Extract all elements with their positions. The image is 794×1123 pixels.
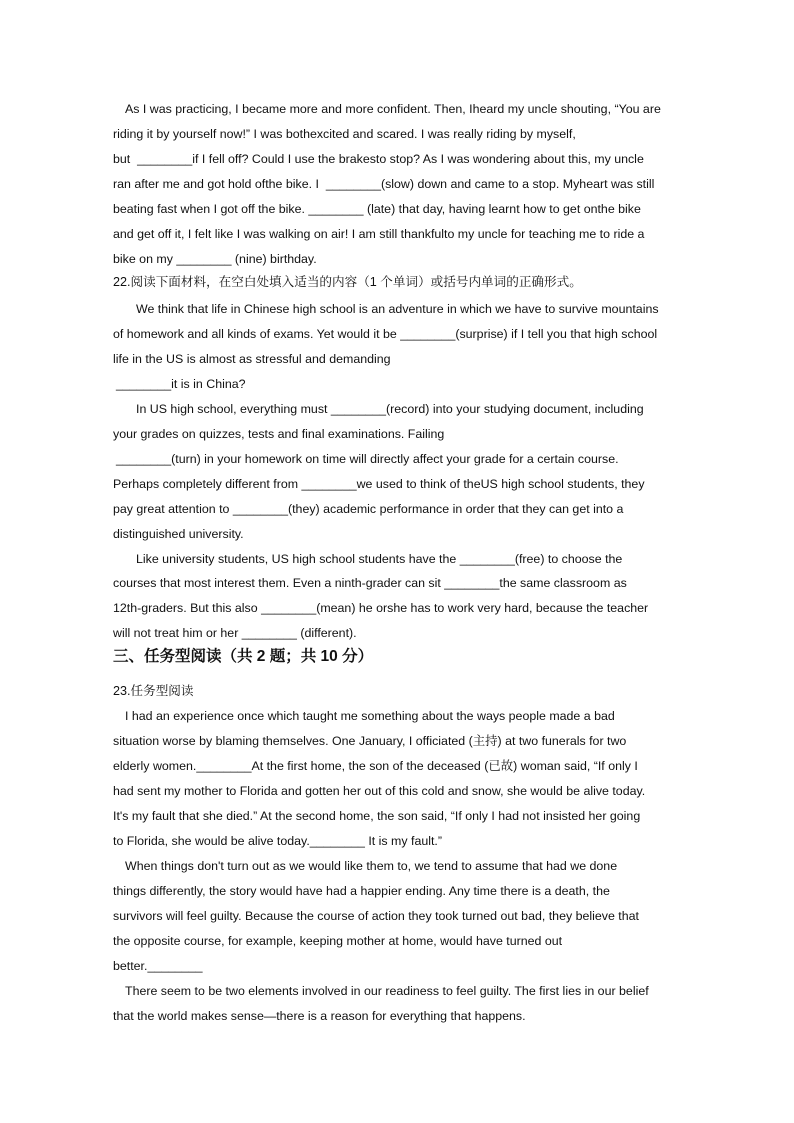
section-heading: 三、任务型阅读（共 2 题；共 10 分） bbox=[113, 648, 374, 665]
paragraph-line: ________it is in China? bbox=[116, 377, 246, 391]
paragraph-line: and get off it, I felt like I was walking on air! I am still thankfulto my uncle for teaching me to ride a bbox=[113, 227, 645, 241]
question-22-title: 22.阅读下面材料，在空白处填入适当的内容（1 个单词）或括号内单词的正确形式。 bbox=[113, 275, 582, 289]
paragraph-line: your grades on quizzes, tests and final examinations. Failing bbox=[113, 427, 445, 441]
paragraph-line: the opposite course, for example, keeping mother at home, would have turned out bbox=[113, 934, 563, 948]
paragraph-line: to Florida, she would be alive today.________ It is my fault.” bbox=[113, 834, 442, 848]
paragraph-line: better.________ bbox=[113, 959, 203, 973]
paragraph-line: Like university students, US high school students have the ________(free) to choose the bbox=[136, 552, 623, 566]
paragraph-line: had sent my mother to Florida and gotten her out of this cold and snow, she would be alive today. bbox=[113, 784, 646, 798]
paragraph-line: riding it by yourself now!” I was bothexcited and scared. I was really riding by myself, bbox=[113, 127, 576, 141]
paragraph-line: In US high school, everything must ________(record) into your studying document, including bbox=[136, 402, 644, 416]
paragraph-line: We think that life in Chinese high school is an adventure in which we have to survive mountains bbox=[136, 302, 659, 316]
paragraph-line: distinguished university. bbox=[113, 527, 244, 541]
paragraph-line: of homework and all kinds of exams. Yet would it be ________(surprise) if I tell you that high school bbox=[113, 327, 658, 341]
paragraph-line: situation worse by blaming themselves. One January, I officiated (主持) at two funerals for two bbox=[113, 734, 627, 748]
paragraph-line: Perhaps completely different from ________we used to think of theUS high school students, they bbox=[113, 477, 645, 491]
paragraph-line: life in the US is almost as stressful and demanding bbox=[113, 352, 391, 366]
paragraph-line: beating fast when I got off the bike. ________ (late) that day, having learnt how to get onthe bike bbox=[113, 202, 641, 216]
paragraph-line: ________(turn) in your homework on time will directly affect your grade for a certain course. bbox=[116, 452, 619, 466]
paragraph-line: pay great attention to ________(they) academic performance in order that they can get into a bbox=[113, 502, 624, 516]
paragraph-line: As I was practicing, I became more and more confident. Then, Iheard my uncle shouting, “You are bbox=[125, 102, 661, 116]
paragraph-line: but ________if I fell off? Could I use the brakesto stop? As I was wondering about this, my uncle bbox=[113, 152, 644, 166]
paragraph-line: ran after me and got hold ofthe bike. I ________(slow) down and came to a stop. Myheart was still bbox=[113, 177, 655, 191]
paragraph-line: that the world makes sense—there is a reason for everything that happens. bbox=[113, 1009, 526, 1023]
paragraph-line: 12th-graders. But this also ________(mean) he orshe has to work very hard, because the teacher bbox=[113, 601, 649, 615]
paragraph-line: survivors will feel guilty. Because the course of action they took turned out bad, they believe that bbox=[113, 909, 639, 923]
paragraph-line: elderly women.________At the first home, the son of the deceased (已故) woman said, “If only I bbox=[113, 759, 638, 773]
paragraph-line: things differently, the story would have had a happier ending. Any time there is a death, the bbox=[113, 884, 610, 898]
paragraph-line: I had an experience once which taught me something about the ways people made a bad bbox=[125, 709, 615, 723]
paragraph-line: will not treat him or her ________ (different). bbox=[113, 626, 357, 640]
paragraph-line: courses that most interest them. Even a ninth-grader can sit ________the same classroom as bbox=[113, 576, 627, 590]
paragraph-line: It's my fault that she died.” At the second home, the son said, “If only I had not insisted her going bbox=[113, 809, 641, 823]
paragraph-line: bike on my ________ (nine) birthday. bbox=[113, 252, 317, 266]
paragraph-line: There seem to be two elements involved in our readiness to feel guilty. The first lies in our belief bbox=[125, 984, 649, 998]
question-23-title: 23.任务型阅读 bbox=[113, 684, 194, 698]
paragraph-line: When things don't turn out as we would like them to, we tend to assume that had we done bbox=[125, 859, 618, 873]
